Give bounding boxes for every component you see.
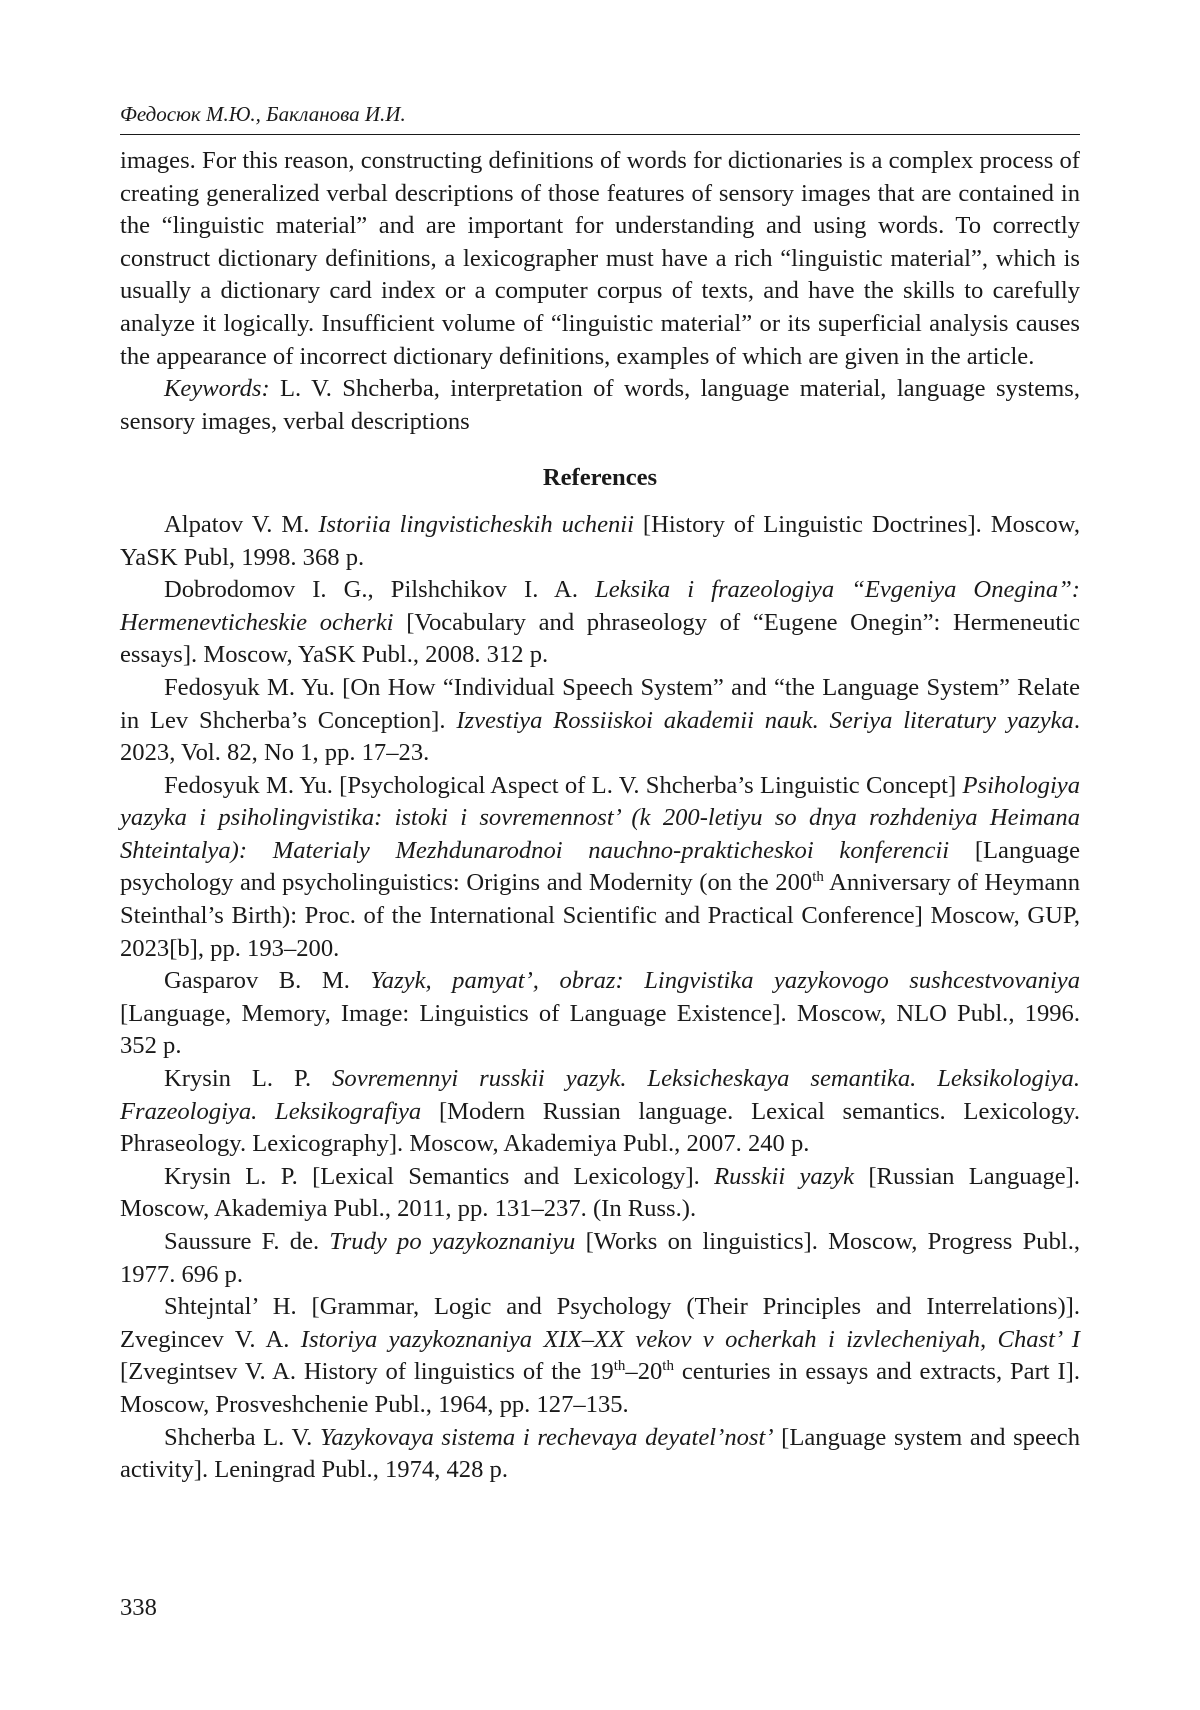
reference-item	[120, 1291, 1080, 1421]
reference-title: Psihologiya yazyka i psiholingvistika: istoki i sovremennost’ (k 200-letiyu so dnya rozhdeniya Heimana Shteintalya): Materialy Mezhdunarodnoi nauchno-prakticheskoi konferencii	[120, 771, 1080, 864]
reference-text: –20	[625, 1358, 663, 1386]
reference-title: Yazyk, pamyat’, obraz: Lingvistika yazykovogo sushcestvovaniya	[370, 967, 1080, 995]
reference-title: Istoriia lingvisticheskih uchenii	[318, 510, 634, 538]
reference-text: [Modern Russian language. Lexical semantics. Lexicology. Phraseology. Lexicography]. Moscow, Akademiya Publ., 2007. 240 p.	[120, 1097, 1080, 1158]
reference-title: Izvestiya Rossiiskoi akademii nauk. Seriya literatury yazyka	[456, 706, 1074, 734]
reference-text: Gasparov B. M.	[164, 967, 371, 995]
reference-text: Shtejntal’ H. [Grammar, Logic and Psychology (Their Principles and Interrelations)]. Zvegincev V. A.	[120, 1293, 1080, 1353]
reference-item	[120, 672, 1080, 770]
reference-text: [Language system and speech activity]. Leningrad Publ., 1974, 428 p.	[120, 1423, 1081, 1484]
reference-text: centuries in essays and extracts, Part I]. Moscow, Prosveshchenie Publ., 1964, pp. 127–135.	[120, 1358, 1080, 1418]
reference-item	[120, 965, 1080, 1063]
reference-text: Alpatov V. M.	[164, 510, 319, 538]
reference-title: Yazykovaya sistema i rechevaya deyatel’nost’	[319, 1423, 774, 1451]
reference-text: Shcherba L. V.	[164, 1423, 320, 1451]
reference-text: [Vocabulary and phraseology of “Eugene Onegin”: Hermeneutic essays]. Moscow, YaSK Publ., 2008. 312 p.	[120, 608, 1081, 669]
reference-text: [Works on linguistics]. Moscow, Progress Publ., 1977. 696 p.	[120, 1228, 1081, 1288]
reference-item	[120, 574, 1080, 672]
reference-text: [History of Linguistic Doctrines]. Moscow, YaSK Publ, 1998. 368 p.	[120, 510, 1080, 571]
reference-text: Dobrodomov I. G., Pilshchikov I. A.	[164, 576, 596, 604]
reference-text: Fedosyuk M. Yu. [Psychological Aspect of L. V. Shcherba’s Linguistic Concept]	[164, 771, 963, 799]
reference-title: Russkii yazyk	[714, 1162, 855, 1190]
reference-text: Fedosyuk M. Yu. [On How “Individual Speech System” and “the Language System” Relate in Lev Shcherba’s Conception].	[120, 673, 1080, 734]
reference-text: Anniversary of Heymann Steinthal’s Birth): Proc. of the International Scientific and Practical Conference] Moscow, GUP, 2023[b], pp. 193–200.	[120, 869, 1080, 962]
superscript: th	[662, 1358, 674, 1375]
running-head: Федосюк М.Ю., Бакланова И.И.	[120, 100, 1080, 135]
keywords-paragraph	[120, 373, 1080, 438]
reference-text: Krysin L. P.	[164, 1065, 333, 1093]
keywords-text: L. V. Shcherba, interpretation of words, language material, language systems, sensory images, verbal descriptions	[120, 375, 1080, 435]
abstract	[120, 145, 1080, 438]
reference-item	[120, 1226, 1080, 1291]
reference-text: Krysin L. P. [Lexical Semantics and Lexicology].	[164, 1162, 715, 1190]
reference-item	[120, 1422, 1080, 1487]
reference-title: Istoriya yazykoznaniya XIX–XX vekov v ocherkah i izvlecheniyah, Chast’ I	[300, 1325, 1080, 1353]
reference-text: [Russian Language]. Moscow, Akademiya Publ., 2011, pp. 131–237. (In Russ.).	[120, 1162, 1081, 1223]
references-heading: References	[542, 464, 658, 492]
keywords-label: Keywords:	[164, 375, 270, 403]
reference-title: Sovremennyi russkii yazyk. Leksicheskaya semantika. Leksikologiya. Frazeologiya. Leksikografiya	[120, 1065, 1080, 1125]
reference-item	[120, 770, 1080, 966]
reference-text: [Language psychology and psycholinguistics: Origins and Modernity (on the 200	[120, 836, 1080, 897]
reference-text: [Zvegintsev V. A. History of linguistics of the 19	[120, 1358, 614, 1386]
reference-title: Leksika i frazeologiya “Evgeniya Onegina”: Hermenevticheskie ocherki	[120, 576, 1080, 636]
reference-text: [Language, Memory, Image: Linguistics of Language Existence]. Moscow, NLO Publ., 1996. 352 p.	[120, 999, 1080, 1060]
superscript: th	[613, 1358, 626, 1375]
reference-item	[120, 1161, 1080, 1226]
reference-text: . 2023, Vol. 82, No 1, pp. 17–23.	[120, 706, 1081, 767]
reference-item	[120, 1063, 1080, 1161]
superscript: th	[812, 869, 824, 886]
page-number: 338	[120, 1594, 157, 1621]
abstract-paragraph: images. For this reason, constructing definitions of words for dictionaries is a complex process of creating generalized verbal descriptions of those features of sensory images that are contained in the “linguistic material” and are important for understanding and using words. To correctly construct dictionary definitions, a lexicographer must have a rich “linguistic material”, which is usually a dictionary card index or a computer corpus of texts, and have the skills to carefully analyze it logically. Insufficient volume of “linguistic material” or its superficial analysis causes the appearance of incorrect dictionary definitions, examples of which are given in the article.	[120, 147, 1080, 370]
reference-item	[120, 509, 1080, 574]
reference-text: Saussure F. de.	[164, 1228, 330, 1255]
reference-title: Trudy po yazykoznaniyu	[329, 1228, 576, 1255]
references-list	[120, 509, 1080, 1487]
page	[120, 100, 1080, 1487]
